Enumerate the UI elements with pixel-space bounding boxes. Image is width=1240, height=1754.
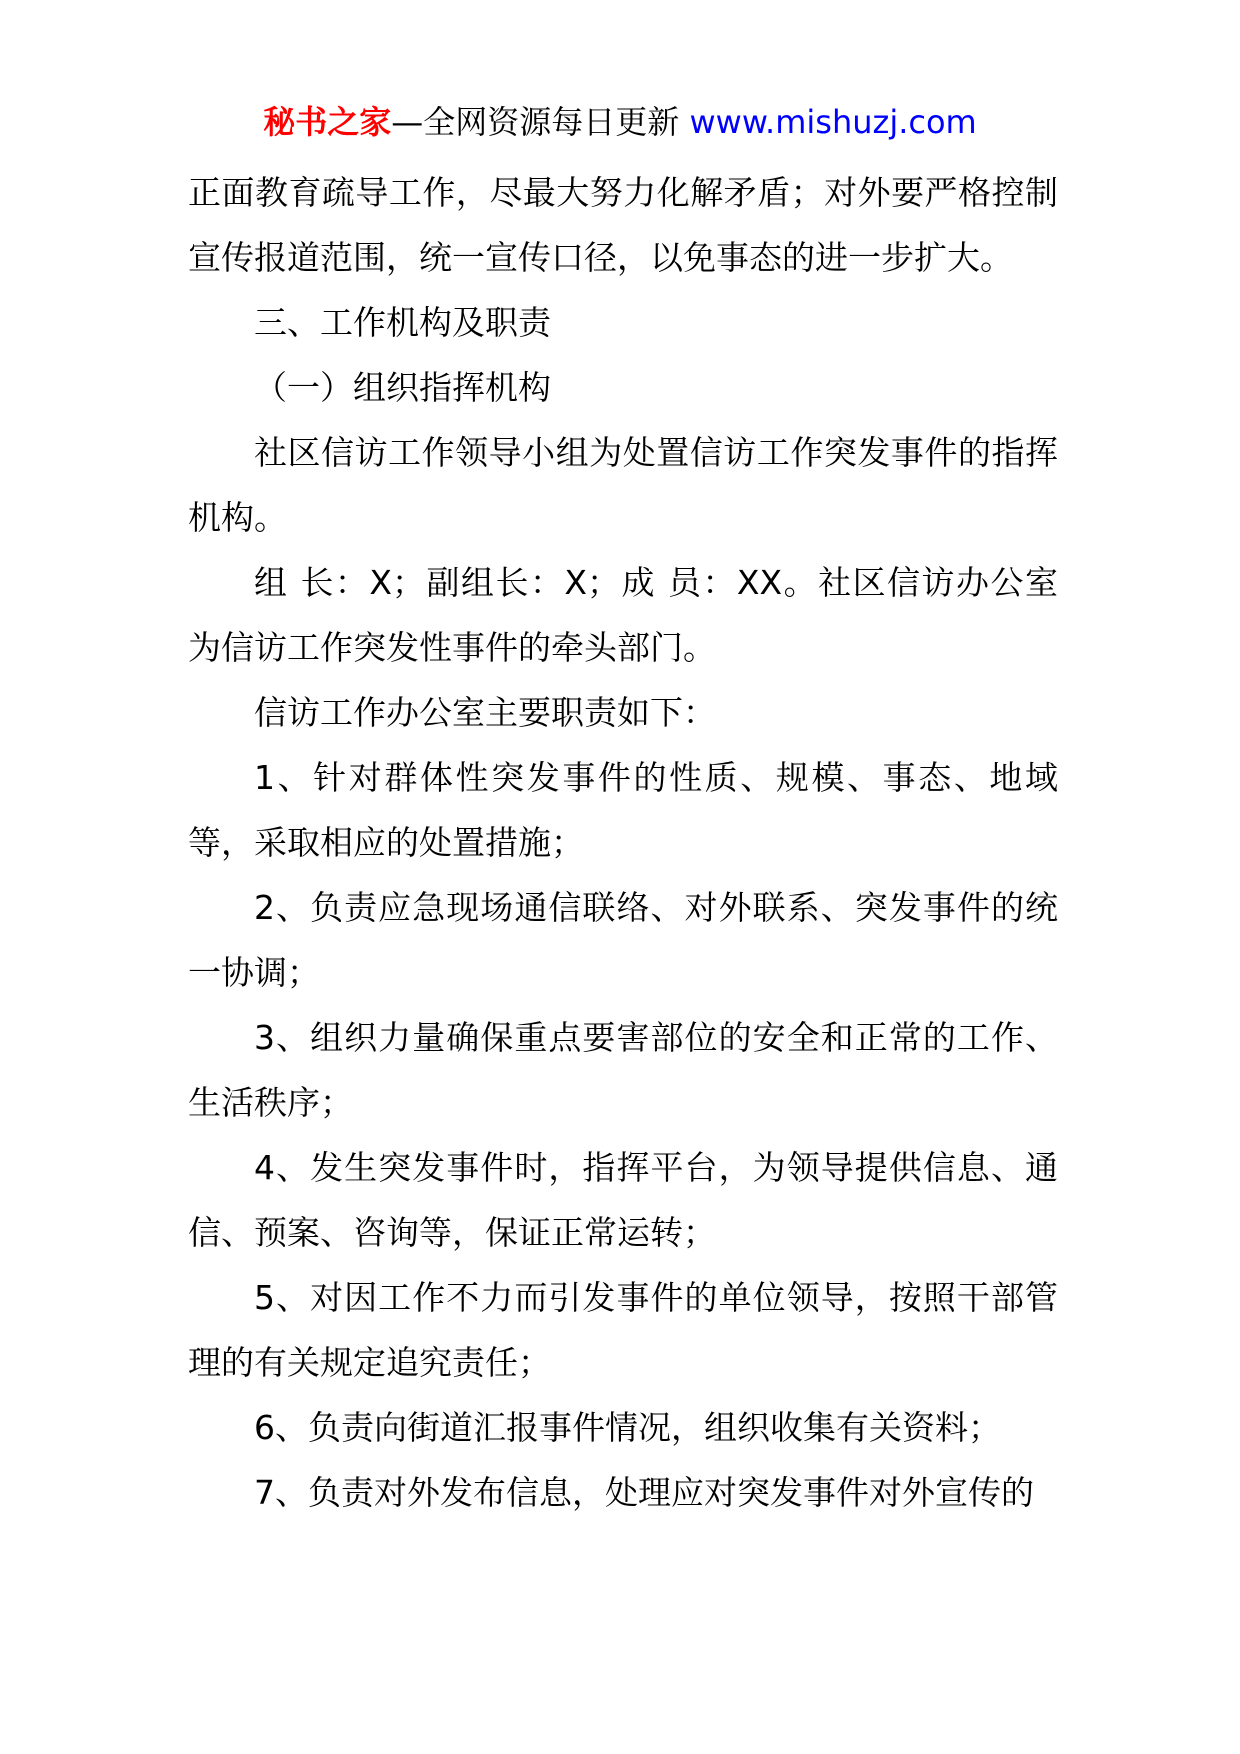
site-brand: 秘书之家 [263, 103, 392, 141]
site-tagline: —全网资源每日更新 [391, 103, 680, 141]
list-item: 7、负责对外发布信息，处理应对突发事件对外宣传的 [254, 1473, 1034, 1512]
document-body [188, 160, 1058, 1525]
list-item: 4、发生突发事件时，指挥平台，为领导提供信息、通信、预案、咨询等，保证正常运转； [188, 1148, 1058, 1252]
section-heading: 三、工作机构及职责 [254, 303, 551, 342]
list-item: 5、对因工作不力而引发事件的单位领导，按照干部管理的有关规定追究责任； [188, 1278, 1058, 1382]
list-item: 1、针对群体性突发事件的性质、规模、事态、地域等，采取相应的处置措施； [188, 758, 1058, 862]
paragraph: 组 长：X；副组长：X；成 员：XX。社区信访办公室为信访工作突发性事件的牵头部门。 [188, 563, 1058, 667]
list-item: 2、负责应急现场通信联络、对外联系、突发事件的统一协调； [188, 888, 1058, 992]
paragraph: 信访工作办公室主要职责如下： [254, 693, 716, 732]
paragraph: 社区信访工作领导小组为处置信访工作突发事件的指挥机构。 [188, 433, 1058, 537]
page-header [0, 100, 1240, 144]
subsection-heading: （一）组织指挥机构 [254, 368, 551, 407]
list-item: 3、组织力量确保重点要害部位的安全和正常的工作、生活秩序； [188, 1018, 1058, 1122]
list-item: 6、负责向街道汇报事件情况，组织收集有关资料； [254, 1408, 1001, 1447]
paragraph-continuation: 正面教育疏导工作，尽最大努力化解矛盾；对外要严格控制宣传报道范围，统一宣传口径，以免事态的进一步扩大。 [188, 173, 1058, 277]
site-url-link[interactable]: www.mishuzj.com [689, 103, 977, 141]
